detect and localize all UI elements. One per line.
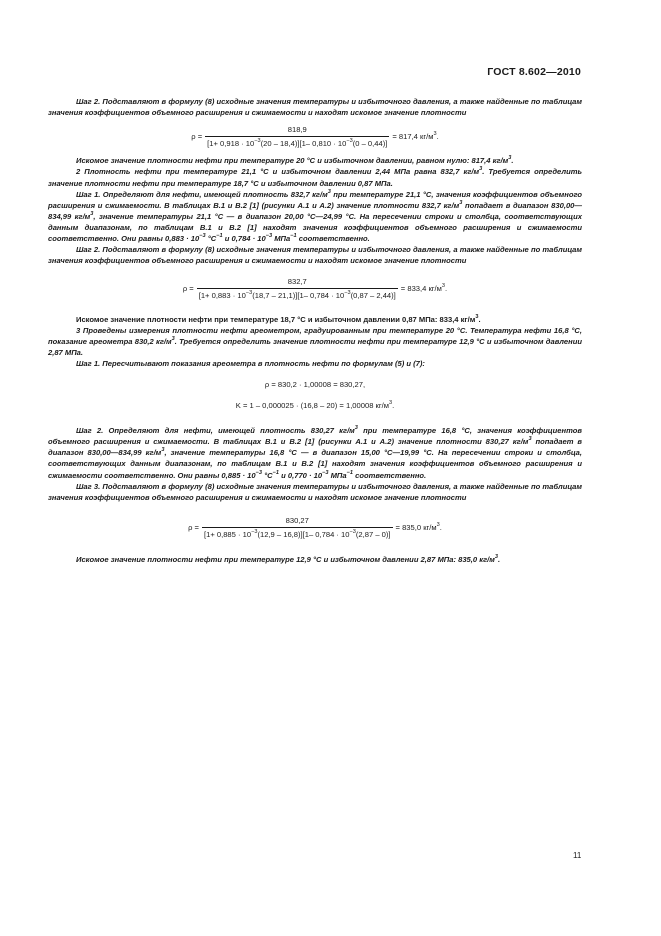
formula-lhs: ρ = <box>182 284 194 294</box>
paragraph-step2-c: Шаг 2. Определяют для нефти, имеющей плотность 830,27 $кг/м^3$ при температуре 16,8 °С, значения коэффициентов объемного расширения и сжимаемости. В таблицах В.1 и В.2 [1] (рисунки А.1 и А.2) значение плотности 830,27 $кг/м^3$ попадает в диапазон 830,00—834,99 $кг/м^3$, значение температуры 16,8 °С — в диапазон 15,00 °С—19,99 °С. На пересечении строки и столбца, соответствующих данным диапазонам, по таблицам В.1 и В.2 [1] находят значения коэффициентов объемного расширения и сжимаемости соответственно. Они равны $0,885 \cdot 10^{-3}$ $^\circ С^{-1}$ и $0,770 \cdot 10^{-3}$ МПа$^{-1}$ соответственно. <box>48 425 583 480</box>
formula-k-coefficient: K = 1 – 0,000025 · (16,8 – 20) = 1,00008 $кг/м^3$. <box>235 400 395 411</box>
paragraph-step2-a: Шаг 2. Подставляют в формулу (8) исходные значения температуры и избыточного давления, а также найденные по таблицам значения коэффициентов объемного расширения и сжимаемости и находят искомое значение плотности <box>48 97 582 118</box>
page-number: 11 <box>573 851 582 860</box>
formula-numerator: 830,27 <box>285 515 309 525</box>
paragraph-step3: Шаг 3. Подставляют в формулу (8) исходные значения температуры и избыточного давления, а также найденные по таблицам значения коэффициентов объемного расширения и сжимаемости и находят искомое значение плотности <box>48 481 582 502</box>
formula-denominator: $[1+ 0,883 \cdot 10^{-3}(18,7 - 21,1)][1-$ $0,784 \cdot 10^{-3}(0,87 - 2,44)$] <box>198 290 396 301</box>
formula-density-hydrometer: ρ = 830,2 · 1,00008 = 830,27, <box>264 379 366 389</box>
formula-rhs: = 817,4 $кг/м^3$. <box>392 131 439 142</box>
formula-numerator: 832,7 <box>287 277 307 287</box>
formula-numerator: 818,9 <box>287 125 307 135</box>
document-body <box>48 96 582 565</box>
standard-code-header: ГОСТ 8.602—2010 <box>487 66 581 78</box>
formula-lhs: ρ = <box>191 132 203 142</box>
paragraph-result-1: Искомое значение плотности нефти при температуре 20 °С и избыточном давлении, равном нулю: 817,4 $кг/м^3$. <box>76 155 514 166</box>
formula-density-3 <box>48 515 582 540</box>
paragraph-result-2: Искомое значение плотности нефти при температуре 18,7 °С и избыточном давлении 0,87 МПа: 833,4 $кг/м^3$. <box>76 313 481 324</box>
paragraph-step1-c: Шаг 1. Пересчитывают показания ареометра в плотность нефти по формулам (5) и (7): <box>76 358 425 368</box>
paragraph-example-3: 3 Проведены измерения плотности нефти ареометром, градуированным при температуре 20 °С. Температура нефти 16,8 °С, показание ареометра 830,2 $кг/м^3$. Требуется определить значение плотности нефти при температуре 12,9 °С и избыточном давлении 2,87 МПа. <box>48 325 582 357</box>
paragraph-example-2: 2 Плотность нефти при температуре 21,1 °С и избыточном давлении 2,44 МПа равна 832,7 $кг/м^3$. Требуется определить значение плотности нефти при температуре 18,7 °С и избыточном давлении 0,87 МПа. <box>48 166 582 188</box>
paragraph-result-3: Искомое значение плотности нефти при температуре 12,9 °С и избыточном давлении 2,87 МПа: 835,0 $кг/м^3$. <box>76 554 501 564</box>
formula-denominator: $[1+ 0,918 \cdot 10^{-3}(20 - 18,4)][1-$ $0,810 \cdot 10^{-3}(0 - 0,44)$] <box>207 138 388 149</box>
formula-denominator: $[1+ 0,885 \cdot 10^{-3}(12,9 - 16,8)][1-$ $0,784 \cdot 10^{-3}(2,87 - 0)$] <box>204 528 391 539</box>
paragraph-step2-b: Шаг 2. Подставляют в формулу (8) исходные значения температуры и избыточного давления, а также найденные по таблицам значения коэффициентов объемного расширения и сжимаемости и находят искомое значение плотности <box>48 245 582 266</box>
formula-fraction <box>205 124 389 149</box>
paragraph-step1-b: Шаг 1. Определяют для нефти, имеющей плотность 832,7 $кг/м^3$ при температуре 21,1 °С, значения коэффициентов объемного расширения и сжимаемости. В таблицах В.1 и В.2 [1] (рисунки А.1 и А.2) значение плотности 832,7 $кг/м^3$ попадает в диапазон 830,00—834,99 $кг/м^3$, значение температуры 21,1 °С — в диапазон 20,00 °С—24,99 °С. На пересечении строки и столбца, соответствующих данным диапазонам, по таблицам В.1 и В.2 [1] находят значения коэффициентов объемного расширения и сжимаемости соответственно. Они равны $0,883 \cdot 10^{-3}$ $^\circ С^{-1}$ и $0,784 \cdot 10^{-3}$ МПа$^{-1}$ соответственно. <box>48 188 582 244</box>
formula-fraction <box>202 515 393 540</box>
formula-lhs: ρ = <box>188 522 199 532</box>
formula-rhs: = 835,0 $кг/м^3$. <box>395 521 442 532</box>
formula-fraction <box>197 276 398 301</box>
formula-density-2 <box>48 276 582 301</box>
formula-rhs: = 833,4 $кг/м^3$. <box>400 283 448 294</box>
formula-density-1 <box>48 124 582 149</box>
